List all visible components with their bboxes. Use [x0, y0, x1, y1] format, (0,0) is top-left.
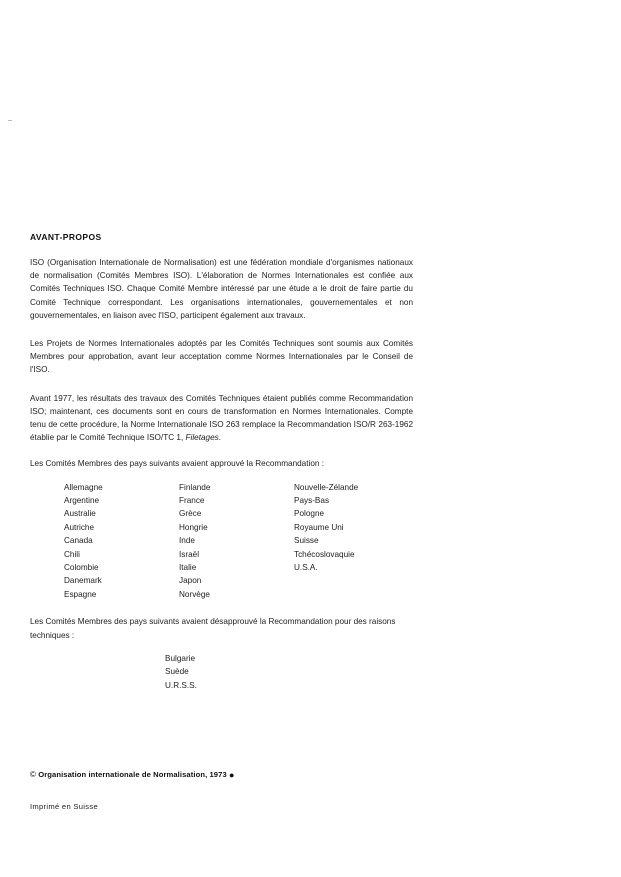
list-item: Finlande [179, 482, 211, 492]
list-item: Pays-Bas [294, 496, 330, 506]
approved-countries [64, 481, 424, 602]
list-item: Tchécoslovaquie [294, 549, 355, 559]
approved-intro: Les Comités Membres des pays suivants avaient approuvé la Recommandation : [30, 459, 324, 469]
end-dot: ● [229, 770, 235, 780]
disapproved-countries [165, 652, 590, 692]
list-item: Australie [64, 509, 96, 519]
approved-column-1 [64, 481, 179, 602]
page-footer [30, 770, 590, 811]
copyright-text: Organisation internationale de Normalisation, 1973 [38, 770, 227, 779]
list-item: Grèce [179, 509, 202, 519]
list-item: Autriche [64, 522, 95, 532]
list-item: Bulgarie [165, 653, 196, 663]
paragraph-3-italic: Filetages [185, 433, 219, 443]
page-title: AVANT-PROPOS [30, 232, 102, 242]
paragraph-3 [30, 392, 413, 445]
printed-in-line: Imprimé en Suisse [30, 802, 98, 811]
list-item: U.R.S.S. [165, 680, 197, 690]
list-item: Suisse [294, 536, 319, 546]
list-item: Danemark [64, 576, 102, 586]
list-item: Israël [179, 549, 200, 559]
disapproved-intro: Les Comités Membres des pays suivants avaient désapprouvé la Recommandation pour des raisons techniques : [30, 617, 396, 640]
list-item: Italie [179, 563, 197, 573]
list-item: U.S.A. [294, 563, 318, 573]
copyright-symbol: © [30, 770, 36, 779]
list-item: Nouvelle-Zélande [294, 482, 359, 492]
list-item: Pologne [294, 509, 325, 519]
list-item: Norvège [179, 589, 210, 599]
list-item: Suède [165, 667, 189, 677]
paragraph-1: ISO (Organisation Internationale de Normalisation) est une fédération mondiale d'organismes nationaux de normalisation (Comités Membres ISO). L'élaboration de Normes Internationales est confiée aux Comités Techniques ISO. Chaque Comité Membre intéressé par une étude a le droit de faire partie du Comité Technique correspondant. Les organisations internationales, gouvernementales et non gouvernementales, en liaison avec l'ISO, participent également aux travaux. [30, 258, 413, 320]
document-content [30, 232, 590, 692]
list-item: France [179, 496, 205, 506]
list-item: Hongrie [179, 522, 208, 532]
paragraph-3-text-before: Avant 1977, les résultats des travaux des Comités Techniques étaient publiés comme Recommandation ISO; maintenant, ces documents sont en cours de transformation en Normes Internationales. Compte tenu de cette procédure, la Norme Internationale ISO 263 remplace la Recommandation ISO/R 263-1962 établie par le Comité Technique ISO/TC 1, [30, 393, 413, 443]
copyright-line [30, 770, 590, 780]
list-item: Royaume Uni [294, 522, 344, 532]
list-item: Chili [64, 549, 80, 559]
list-item: Argentine [64, 496, 100, 506]
paragraph-2: Les Projets de Normes Internationales adoptés par les Comités Techniques sont soumis aux Comités Membres pour approbation, avant leur acceptation comme Normes Internationales par le Conseil de l'ISO. [30, 339, 413, 375]
approved-column-2 [179, 481, 294, 602]
approved-column-3 [294, 481, 409, 602]
list-item: Allemagne [64, 482, 103, 492]
list-item: Canada [64, 536, 93, 546]
margin-tick-mark [8, 120, 12, 121]
list-item: Espagne [64, 589, 97, 599]
list-item: Inde [179, 536, 195, 546]
paragraph-3-text-after: . [218, 433, 222, 443]
list-item: Japon [179, 576, 202, 586]
list-item: Colombie [64, 563, 99, 573]
